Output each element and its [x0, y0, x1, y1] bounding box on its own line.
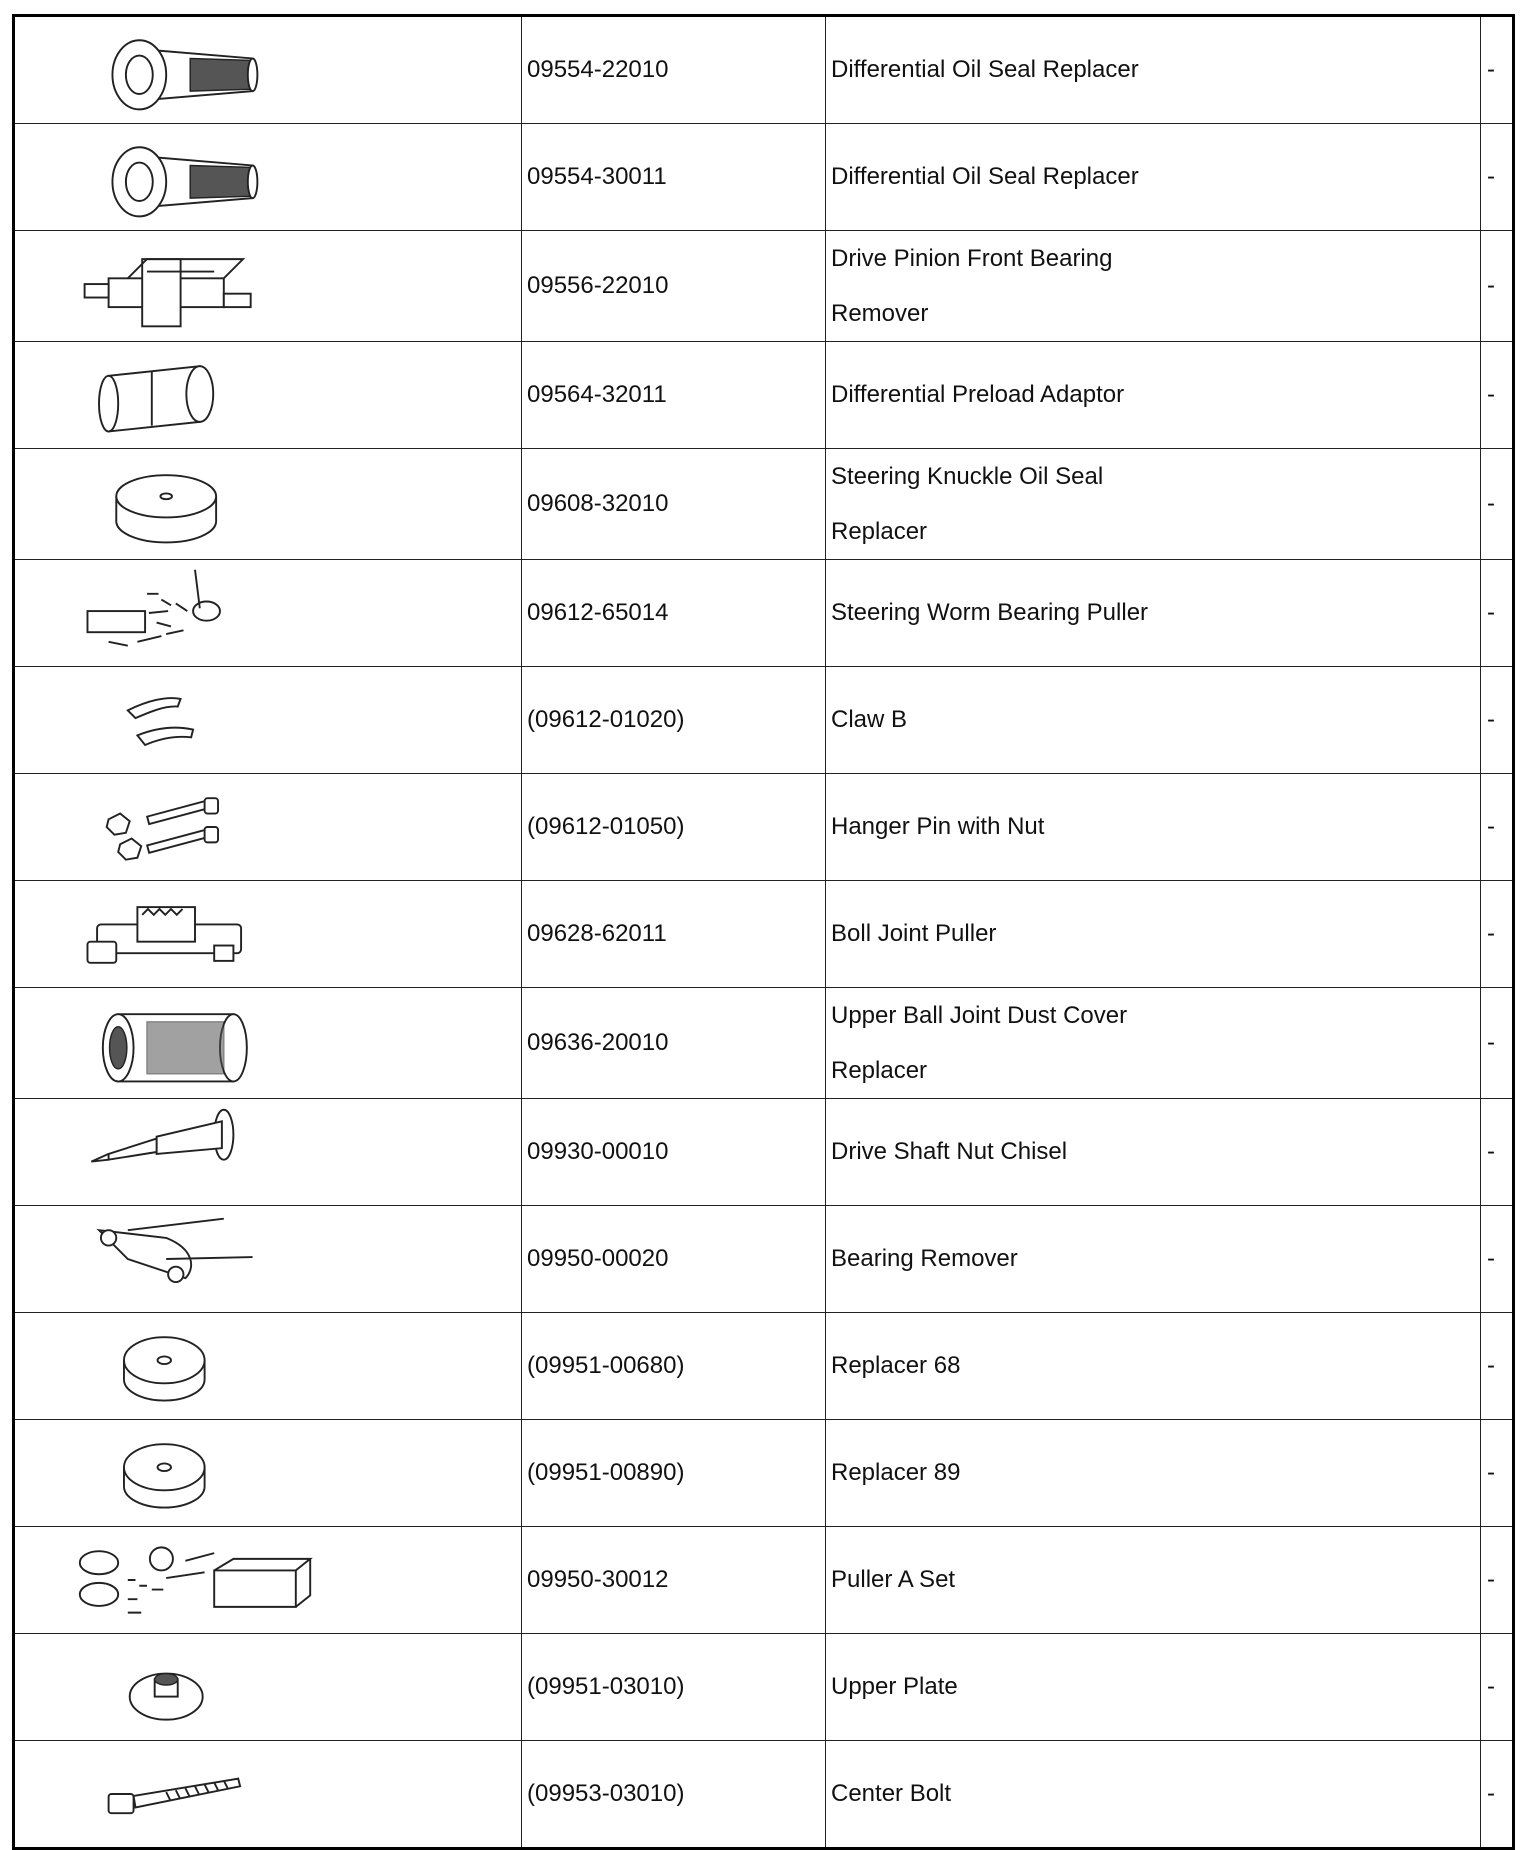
tool-illustration-cell [14, 1420, 522, 1527]
tool-name [826, 988, 1481, 1099]
tool-name-line: Replacer 68 [831, 1352, 961, 1379]
tool-row [14, 231, 1514, 342]
tool-illustration-cell [14, 1741, 522, 1849]
tool-name-line: Differential Preload Adaptor [831, 381, 1125, 408]
tool-note: - [1481, 16, 1514, 124]
tool-name [826, 1099, 1481, 1206]
tool-note: - [1481, 1313, 1514, 1420]
tool-note: - [1481, 1420, 1514, 1527]
tool-row [14, 667, 1514, 774]
tool-part-number: 09950-00020 [522, 1206, 826, 1313]
tool-name [826, 1420, 1481, 1527]
seal-replacer-disc-icon [65, 456, 325, 552]
tool-part-number: (09951-00680) [522, 1313, 826, 1420]
tool-row [14, 1527, 1514, 1634]
tool-note: - [1481, 231, 1514, 342]
tool-name [826, 1313, 1481, 1420]
bearing-remover-icon [65, 238, 325, 334]
tool-row [14, 449, 1514, 560]
tool-part-number: 09554-30011 [522, 124, 826, 231]
tool-note: - [1481, 1741, 1514, 1849]
tool-row [14, 124, 1514, 231]
tool-illustration-cell [14, 342, 522, 449]
puller-kit-icon [65, 565, 325, 661]
tool-note: - [1481, 667, 1514, 774]
tool-name-line: Drive Shaft Nut Chisel [831, 1138, 1068, 1165]
tool-part-number: (09612-01050) [522, 774, 826, 881]
tool-name [826, 774, 1481, 881]
hanger-pin-icon [65, 779, 325, 875]
tool-name [826, 1206, 1481, 1313]
tool-name-line: Center Bolt [831, 1780, 952, 1807]
tool-name-line: Steering Worm Bearing Puller [831, 599, 1149, 626]
tool-name-line: Remover [831, 300, 929, 327]
preload-adaptor-icon [65, 347, 325, 443]
tool-part-number: 09554-22010 [522, 16, 826, 124]
tool-row [14, 1099, 1514, 1206]
tool-illustration-cell [14, 16, 522, 124]
tool-row [14, 881, 1514, 988]
tool-part-number: 09636-20010 [522, 988, 826, 1099]
tool-name [826, 1741, 1481, 1849]
tool-illustration-cell [14, 231, 522, 342]
tool-row [14, 1313, 1514, 1420]
ball-joint-puller-icon [65, 886, 325, 982]
tool-name-line: Upper Plate [831, 1673, 958, 1700]
tool-name [826, 560, 1481, 667]
oil-seal-replacer-icon [65, 22, 325, 118]
tool-row [14, 1420, 1514, 1527]
tool-note: - [1481, 881, 1514, 988]
tool-illustration-cell [14, 449, 522, 560]
upper-plate-icon [65, 1639, 325, 1735]
tool-part-number: (09612-01020) [522, 667, 826, 774]
tool-name [826, 1527, 1481, 1634]
replacer-disc-icon [65, 1425, 325, 1521]
tool-name-line: Drive Pinion Front Bearing [831, 245, 1113, 272]
special-tools-table-body [14, 16, 1514, 1849]
tool-name-line: Claw B [831, 706, 908, 733]
tool-name-line: Differential Oil Seal Replacer [831, 163, 1139, 190]
tool-row [14, 560, 1514, 667]
tool-part-number: 09612-65014 [522, 560, 826, 667]
tool-note: - [1481, 1206, 1514, 1313]
oil-seal-replacer-icon [65, 129, 325, 225]
tool-name [826, 667, 1481, 774]
tool-note: - [1481, 560, 1514, 667]
tool-illustration-cell [14, 881, 522, 988]
tool-illustration-cell [14, 1634, 522, 1741]
puller-set-icon [65, 1532, 325, 1628]
tool-name-line: Bearing Remover [831, 1245, 1018, 1272]
tool-note: - [1481, 124, 1514, 231]
tool-note: - [1481, 449, 1514, 560]
tool-part-number: (09951-03010) [522, 1634, 826, 1741]
tool-name-line: Differential Oil Seal Replacer [831, 56, 1139, 83]
tool-part-number: (09951-00890) [522, 1420, 826, 1527]
tool-name-line: Steering Knuckle Oil Seal [831, 463, 1104, 490]
tool-note: - [1481, 774, 1514, 881]
tool-row [14, 774, 1514, 881]
tool-name-line: Replacer [831, 1057, 928, 1084]
dust-cover-replacer-icon [65, 995, 325, 1091]
tool-part-number: 09628-62011 [522, 881, 826, 988]
tool-illustration-cell [14, 1313, 522, 1420]
tool-illustration-cell [14, 124, 522, 231]
tool-illustration-cell [14, 1099, 522, 1206]
tool-part-number: (09953-03010) [522, 1741, 826, 1849]
tool-illustration-cell [14, 774, 522, 881]
tool-illustration-cell [14, 560, 522, 667]
chisel-icon [65, 1104, 325, 1200]
replacer-disc-icon [65, 1318, 325, 1414]
tool-row [14, 1741, 1514, 1849]
bearing-remover-arm-icon [65, 1211, 325, 1307]
tool-row [14, 1634, 1514, 1741]
tool-note: - [1481, 342, 1514, 449]
tool-name [826, 231, 1481, 342]
special-tools-table [12, 14, 1515, 1850]
claw-icon [65, 672, 325, 768]
tool-note: - [1481, 1099, 1514, 1206]
tool-name [826, 449, 1481, 560]
tool-part-number: 09950-30012 [522, 1527, 826, 1634]
tool-part-number: 09608-32010 [522, 449, 826, 560]
tool-name [826, 124, 1481, 231]
center-bolt-icon [65, 1746, 325, 1842]
tool-note: - [1481, 988, 1514, 1099]
tool-name-line: Replacer 89 [831, 1459, 961, 1486]
tool-name-line: Replacer [831, 518, 928, 545]
tool-part-number: 09930-00010 [522, 1099, 826, 1206]
tool-illustration-cell [14, 1206, 522, 1313]
tool-note: - [1481, 1634, 1514, 1741]
tool-row [14, 988, 1514, 1099]
tool-name-line: Boll Joint Puller [831, 920, 997, 947]
tool-name [826, 1634, 1481, 1741]
tool-illustration-cell [14, 1527, 522, 1634]
tool-row [14, 342, 1514, 449]
tool-part-number: 09564-32011 [522, 342, 826, 449]
tool-name-line: Upper Ball Joint Dust Cover [831, 1002, 1128, 1029]
tool-row [14, 1206, 1514, 1313]
tool-name [826, 342, 1481, 449]
tool-part-number: 09556-22010 [522, 231, 826, 342]
tool-illustration-cell [14, 667, 522, 774]
tool-name-line: Hanger Pin with Nut [831, 813, 1045, 840]
tool-row [14, 16, 1514, 124]
tool-illustration-cell [14, 988, 522, 1099]
tool-name-line: Puller A Set [831, 1566, 956, 1593]
tool-name [826, 16, 1481, 124]
tool-note: - [1481, 1527, 1514, 1634]
tool-name [826, 881, 1481, 988]
